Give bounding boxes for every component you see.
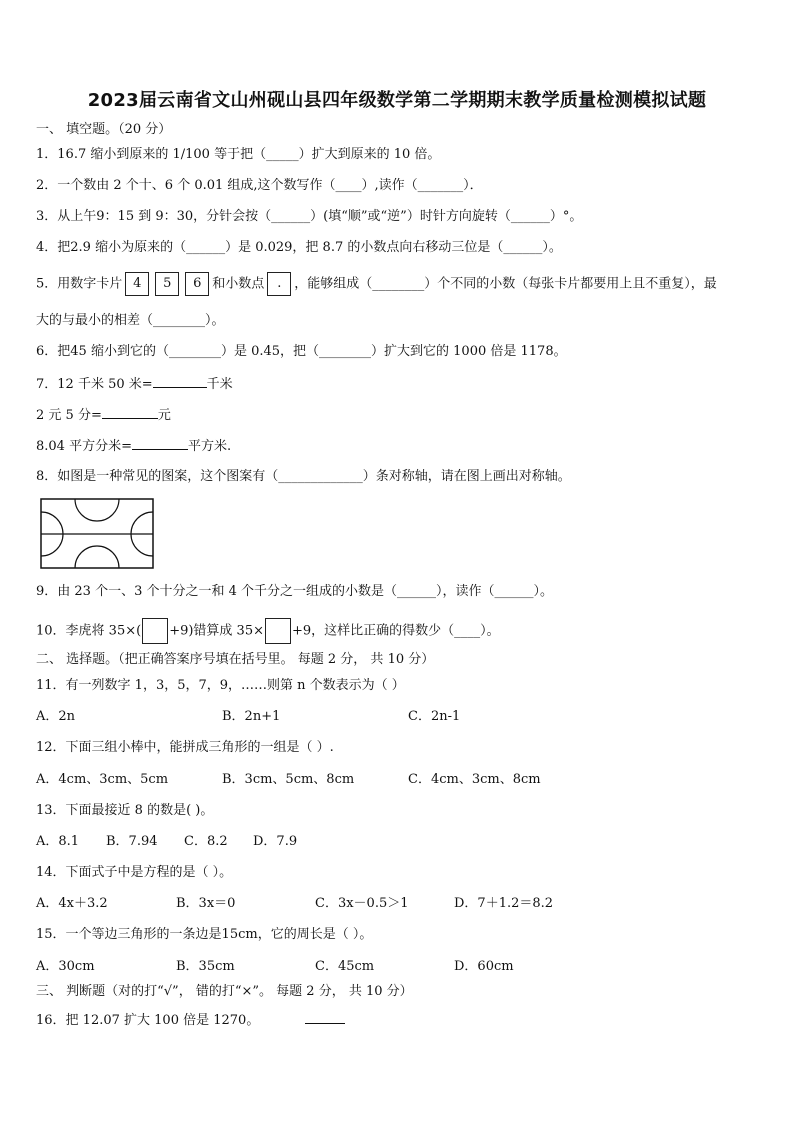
question-6: 6．把45 缩小到它的（________）是 0.45，把（________）扩大到它的 1000 倍是 1178。: [36, 344, 567, 359]
question-5-suffix: ，能够组成（________）个不同的小数（每张卡片都要用上且不重复），最: [294, 276, 717, 292]
question-9: 9．由 23 个一、3 个十分之一和 4 个千分之一组成的小数是（______），读作（______）。: [36, 584, 554, 599]
symmetry-pattern-figure: [40, 498, 154, 570]
answer-box: [265, 618, 291, 644]
question-2: 2．一个数由 2 个十、6 个 0.01 组成,这个数写作（____）,读作（_______）．: [36, 178, 483, 193]
q12-option-c: C．4cm、3cm、8cm: [408, 772, 541, 787]
question-7a: [36, 375, 233, 394]
q14-option-d: D．7＋1.2＝8.2: [454, 896, 554, 911]
question-8: 8．如图是一种常见的图案，这个图案有（_____________）条对称轴，请在图上画出对称轴。: [36, 469, 571, 484]
section-fill-blank-heading: 一、 填空题。（20 分）: [36, 122, 172, 137]
q14-option-a: A．4x＋3.2: [36, 896, 108, 911]
digit-card-6: 6: [185, 272, 209, 296]
answer-box: [142, 618, 168, 644]
answer-blank: [153, 375, 207, 388]
question-15: 15．一个等边三角形的一条边是15cm，它的周长是（ ）。: [36, 927, 373, 942]
question-7c-text: 8.04 平方分米=: [36, 439, 132, 454]
question-7b: [36, 406, 171, 425]
page-title: 2023届云南省文山州砚山县四年级数学第二学期期末教学质量检测模拟试题: [87, 90, 707, 111]
question-1: 1．16.7 缩小到原来的 1/100 等于把（_____）扩大到原来的 10 倍。: [36, 147, 441, 162]
question-12: 12．下面三组小棒中，能拼成三角形的一组是（ ）.: [36, 740, 334, 755]
section-choice-heading: 二、 选择题。（把正确答案序号填在括号里。 每题 2 分， 共 10 分）: [36, 652, 435, 667]
question-7a-text: 7．12 千米 50 米=: [36, 377, 153, 392]
bottom-semicircle: [75, 546, 119, 568]
question-14: 14．下面式子中是方程的是（ ）。: [36, 865, 233, 880]
q15-option-b: B．35cm: [176, 959, 235, 974]
q13-option-c: C．8.2: [184, 834, 228, 849]
question-10-suffix: +9，这样比正确的得数少（____）。: [292, 623, 500, 639]
question-10-middle: +9)错算成 35×: [169, 623, 264, 639]
q15-option-a: A．30cm: [36, 959, 95, 974]
question-7b-text: 2 元 5 分=: [36, 408, 102, 423]
question-7c: [36, 437, 231, 456]
q14-option-b: B．3x＝0: [176, 896, 236, 911]
section-judgement-heading: 三、 判断题（对的打“√”， 错的打“×”。 每题 2 分， 共 10 分）: [36, 984, 413, 999]
digit-card-5: 5: [155, 272, 179, 296]
q13-option-d: D．7.9: [253, 834, 298, 849]
question-11: 11．有一列数字 1，3，5，7，9，……则第 n 个数表示为（ ）: [36, 678, 405, 693]
question-5: [36, 272, 717, 296]
q11-option-a: A．2n: [36, 709, 76, 724]
q11-option-b: B．2n+1: [222, 709, 281, 724]
question-3: 3．从上午9：15 到 9：30，分针会按（______）(填“顺”或“逆”）时针方向旋转（______）°。: [36, 209, 583, 224]
question-4: 4．把2.9 缩小为原来的（______）是 0.029，把 8.7 的小数点向右移动三位是（______）。: [36, 240, 562, 255]
q13-option-a: A．8.1: [36, 834, 80, 849]
q12-option-a: A．4cm、3cm、5cm: [36, 772, 169, 787]
answer-blank: [102, 406, 158, 419]
q15-option-d: D．60cm: [454, 959, 514, 974]
question-10-prefix: 10．李虎将 35×(: [36, 623, 142, 639]
top-semicircle: [75, 499, 119, 521]
digit-card-4: 4: [125, 272, 149, 296]
question-7a-unit: 千米: [206, 377, 233, 392]
q15-option-c: C．45cm: [315, 959, 375, 974]
decimal-point-card: .: [267, 272, 291, 296]
answer-blank: [305, 1011, 345, 1024]
q14-option-c: C．3x－0.5＞1: [315, 896, 409, 911]
question-10: [36, 618, 500, 644]
question-5-middle: 和小数点: [212, 276, 265, 292]
q12-option-b: B．3cm、5cm、8cm: [222, 772, 355, 787]
q13-option-b: B．7.94: [106, 834, 158, 849]
question-5-line-2: 大的与最小的相差（________）。: [36, 313, 225, 328]
question-5-prefix: 5．用数字卡片: [36, 276, 123, 292]
answer-blank: [132, 437, 188, 450]
q11-option-c: C．2n-1: [408, 709, 461, 724]
question-13: 13．下面最接近 8 的数是( )。: [36, 803, 214, 818]
question-7c-unit: 平方米.: [187, 439, 232, 454]
question-16: [36, 1011, 345, 1030]
question-7b-unit: 元: [157, 408, 171, 423]
question-16-text: 16．把 12.07 扩大 100 倍是 1270。: [36, 1013, 260, 1028]
